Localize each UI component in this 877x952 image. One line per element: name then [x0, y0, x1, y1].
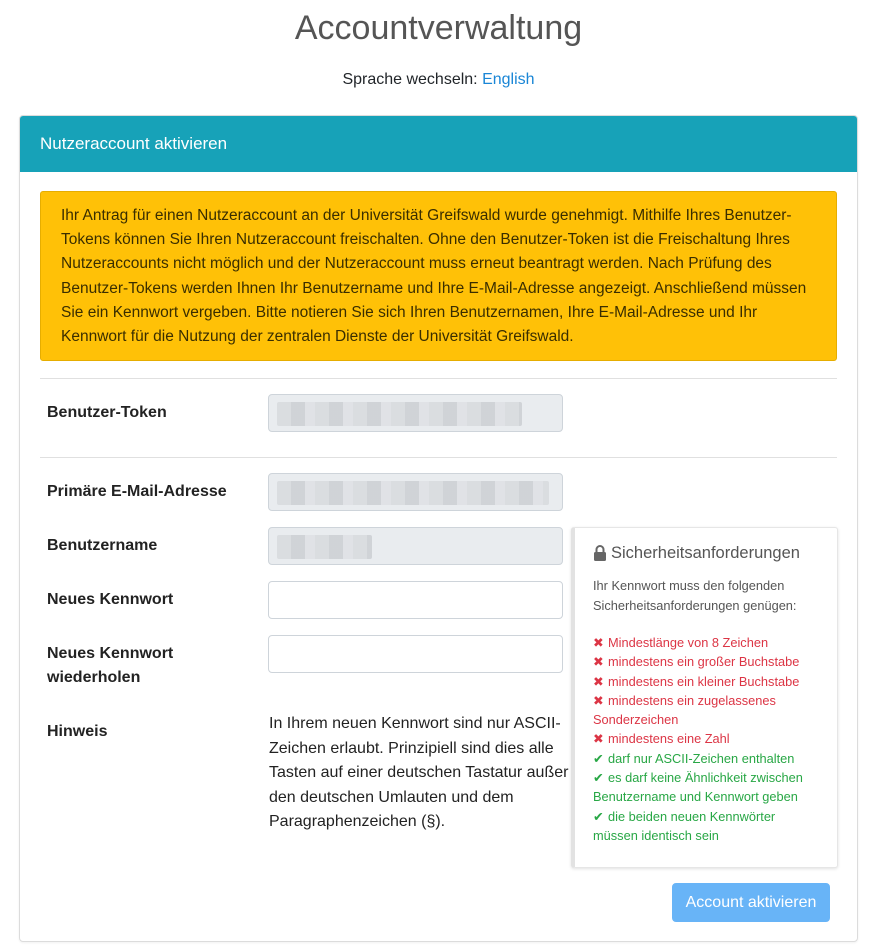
email-label: Primäre E-Mail-Adresse — [47, 483, 227, 500]
new-password-input[interactable] — [268, 581, 563, 619]
requirement-item — [593, 691, 821, 730]
requirement-text: mindestens ein großer Buchstabe — [608, 654, 800, 670]
requirement-text: die beiden neuen Kennwörter müssen identisch sein — [593, 808, 776, 843]
requirement-item — [593, 633, 821, 652]
cross-icon: ✖ — [593, 731, 604, 747]
token-label: Benutzer-Token — [47, 404, 167, 421]
requirement-item — [593, 807, 821, 846]
language-prefix: Sprache wechseln: — [342, 71, 478, 88]
requirement-item — [593, 652, 821, 671]
requirement-text: Mindestlänge von 8 Zeichen — [608, 635, 769, 650]
lock-icon — [593, 545, 607, 561]
activation-card — [19, 115, 858, 942]
hint-label: Hinweis — [47, 723, 108, 740]
repeat-password-label: Neues Kennwort wiederholen — [47, 645, 174, 686]
security-requirements-panel — [571, 527, 838, 868]
info-alert: Ihr Antrag für einen Nutzeraccount an der Universität Greifswald wurde genehmigt. Mithilfe Ihres Benutzer-Tokens können Sie Ihren Nutzeraccount freischalten. Ohne den Benutzer-Token ist die Freischaltung Ihres Nutzeraccounts nicht möglich und der Nutzeraccount muss erneut beantragt werden. Nach Prüfung des Benutzer-Tokens werden Ihnen Ihr Benutzername und Ihre E-Mail-Adresse angezeigt. Anschließend müssen Sie ein Kennwort vergeben. Bitte notieren Sie sich Ihren Benutzernamen, Ihre E-Mail-Adresse und Ihr Kennwort für die Nutzung der zentralen Dienste der Universität Greifswald. — [40, 191, 837, 361]
requirement-text: es darf keine Ähnlichkeit zwischen Benutzername und Kennwort geben — [593, 770, 803, 805]
redacted-value — [277, 402, 522, 426]
language-switcher — [0, 69, 877, 91]
security-title-text: Sicherheitsanforderungen — [611, 544, 800, 562]
requirement-item — [593, 729, 821, 748]
requirement-item — [593, 672, 821, 691]
requirement-text: darf nur ASCII-Zeichen enthalten — [608, 750, 795, 766]
username-field[interactable] — [268, 527, 563, 565]
check-icon: ✔ — [593, 750, 604, 766]
check-icon: ✔ — [593, 770, 604, 786]
divider — [40, 457, 837, 458]
requirement-text: mindestens eine Zahl — [608, 731, 730, 747]
requirement-item — [593, 768, 821, 807]
activate-account-button[interactable]: Account aktivieren — [672, 883, 830, 922]
page-title: Accountverwaltung — [294, 9, 583, 47]
new-password-label: Neues Kennwort — [47, 591, 174, 608]
requirement-text: mindestens ein zugelassenes Sonderzeichen — [593, 692, 776, 728]
username-label: Benutzername — [47, 537, 158, 554]
redacted-value — [277, 535, 372, 559]
security-title — [593, 542, 821, 564]
divider — [40, 378, 837, 379]
token-field[interactable] — [268, 394, 563, 432]
requirement-item — [593, 749, 821, 768]
cross-icon: ✖ — [593, 692, 604, 708]
cross-icon: ✖ — [593, 635, 604, 650]
requirements-list — [593, 633, 821, 845]
repeat-password-input[interactable] — [268, 635, 563, 673]
security-intro: Ihr Kennwort muss den folgenden Sicherheitsanforderungen genügen: — [593, 578, 797, 613]
language-link-english[interactable]: English — [482, 71, 535, 88]
redacted-value — [277, 481, 549, 505]
email-field[interactable] — [268, 473, 563, 511]
check-icon: ✔ — [593, 808, 604, 824]
cross-icon: ✖ — [593, 673, 604, 689]
card-header: Nutzeraccount aktivieren — [20, 116, 857, 172]
hint-text: In Ihrem neuen Kennwort sind nur ASCII-Zeichen erlaubt. Prinzipiell sind dies alle Tasten auf einer deutschen Tastatur außer den deutschen Umlauten und dem Paragraphenzeichen (§). — [269, 715, 569, 830]
requirement-text: mindestens ein kleiner Buchstabe — [608, 673, 800, 689]
cross-icon: ✖ — [593, 654, 604, 670]
